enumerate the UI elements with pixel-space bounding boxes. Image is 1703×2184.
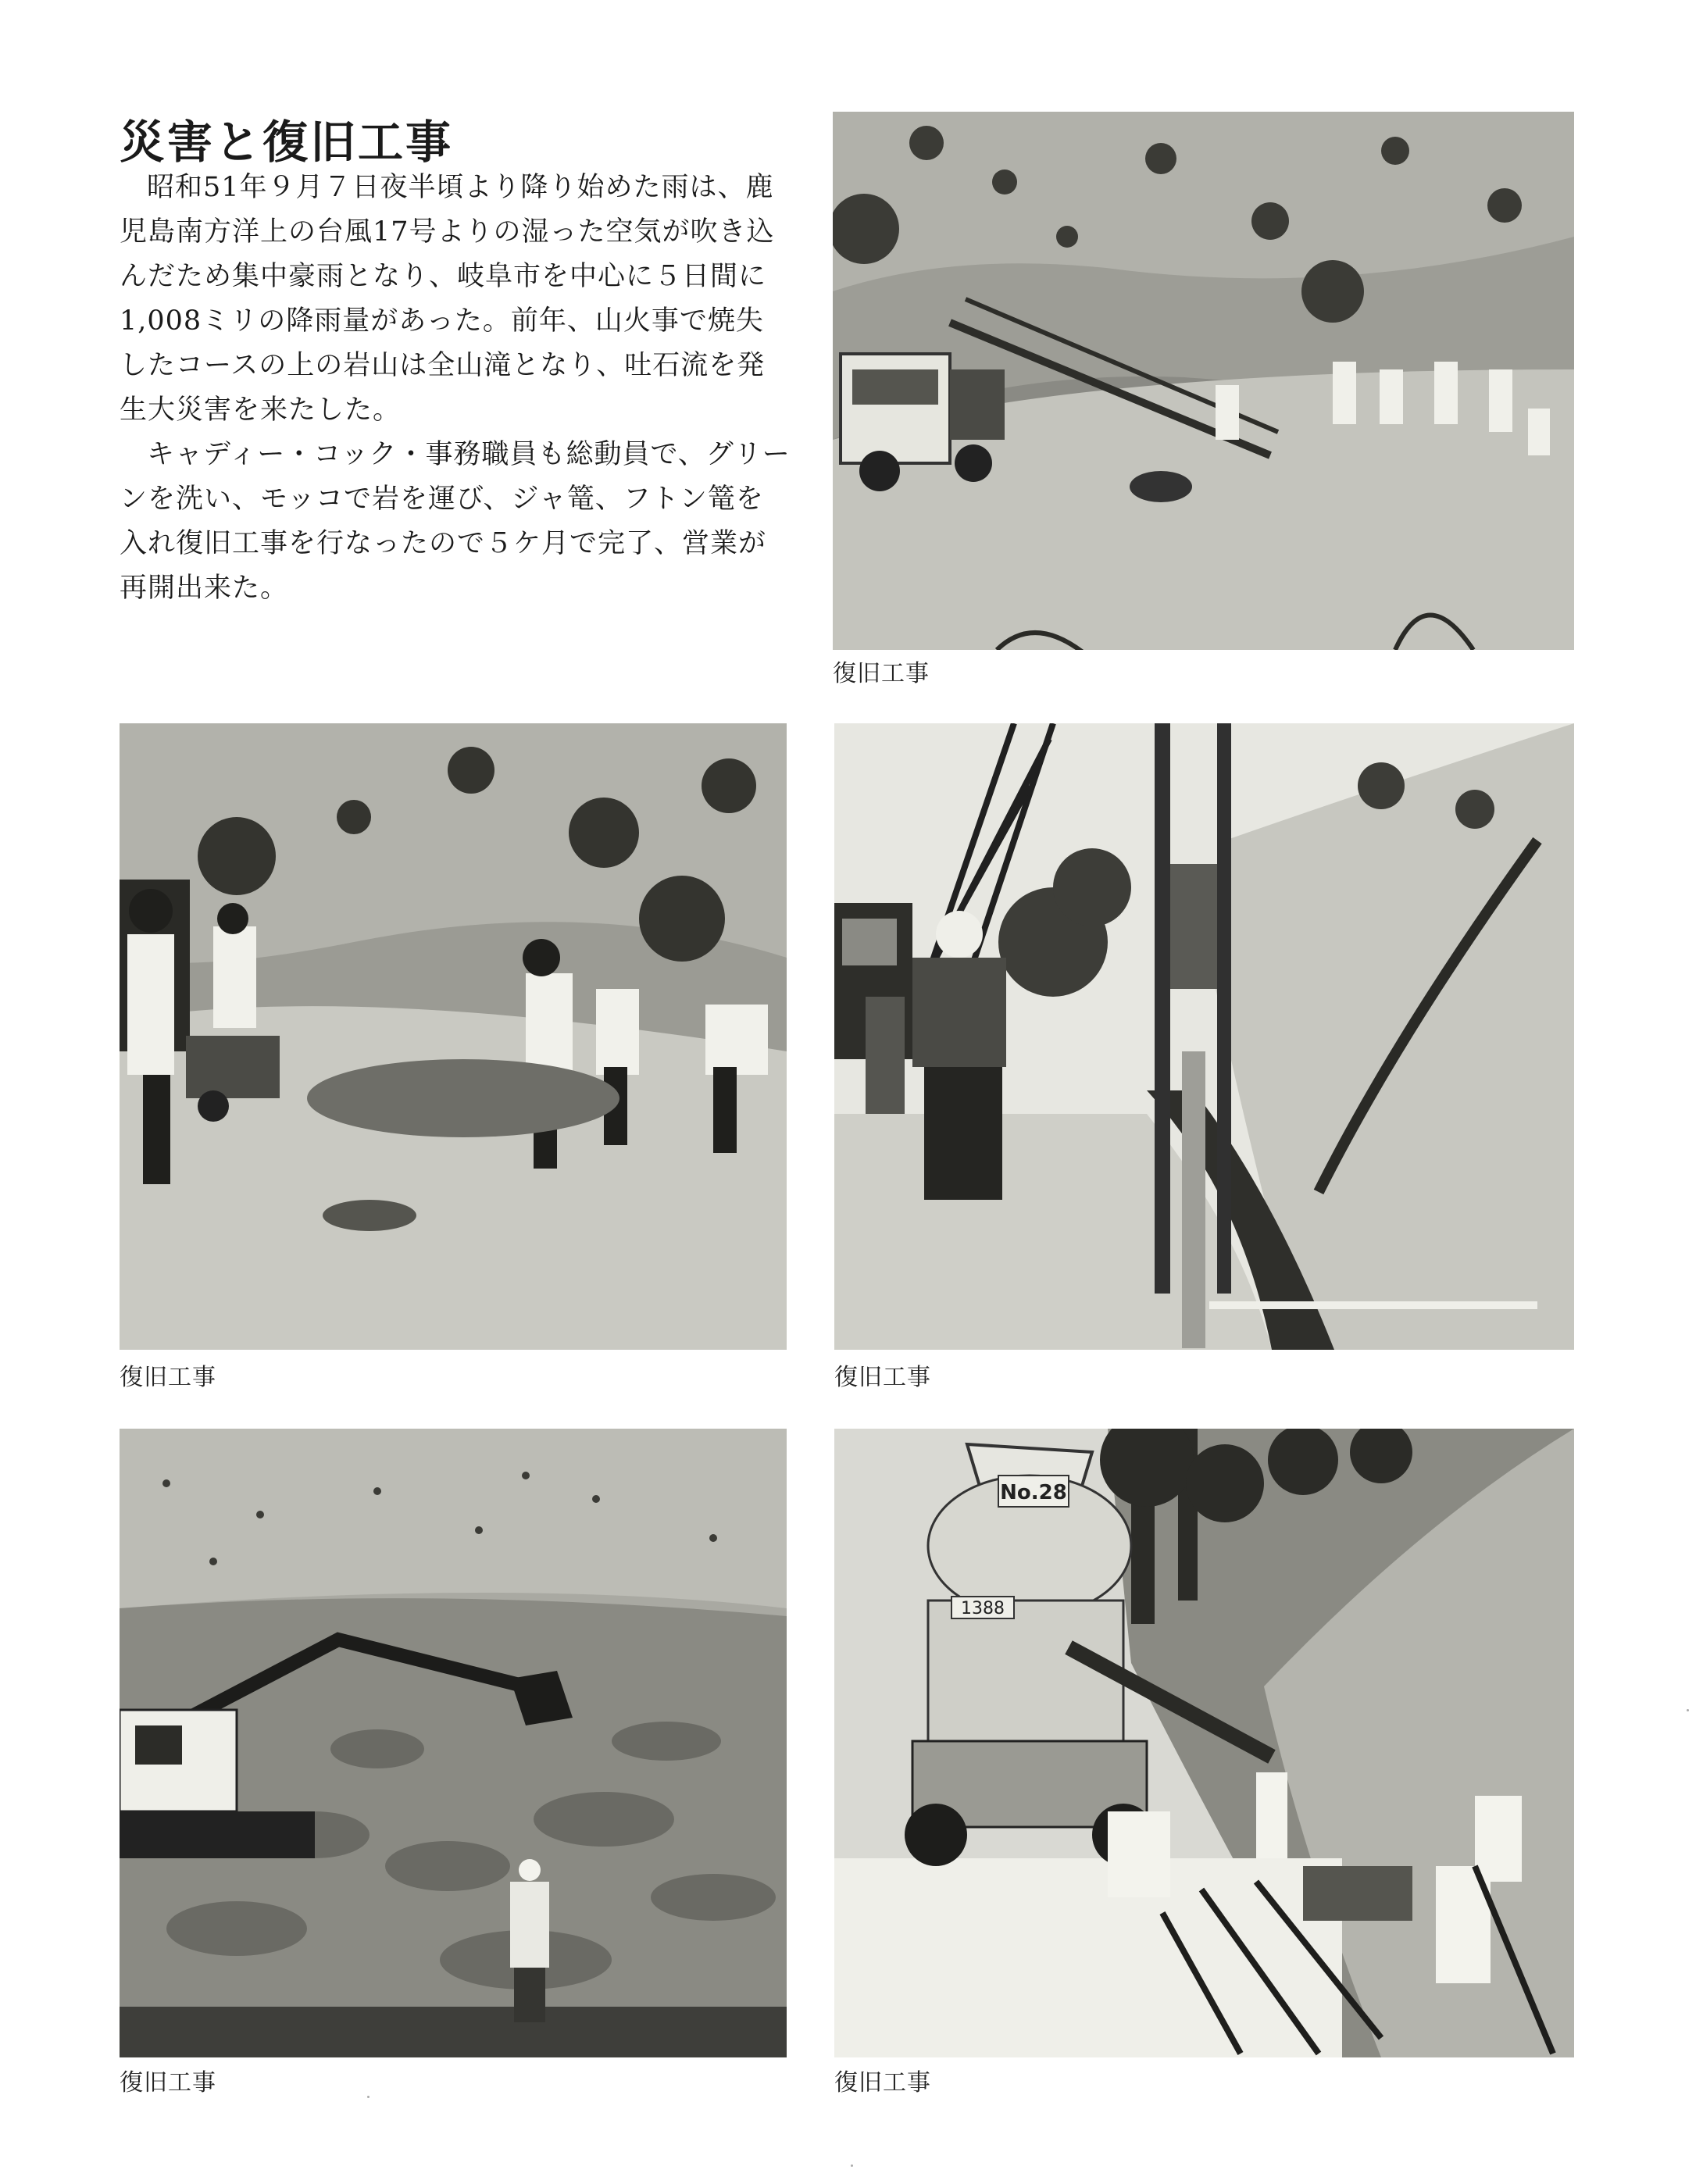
photo-caption: 復旧工事 [834, 2069, 931, 2097]
photo-caption: 復旧工事 [834, 1364, 931, 1391]
scan-speck [851, 2164, 853, 2167]
truck-number-label: 1388 [961, 1599, 1005, 1618]
photo-caption: 復旧工事 [833, 660, 930, 687]
scan-speck [367, 2096, 370, 2098]
photo-excavator [120, 1429, 787, 2057]
photo-caption: 復旧工事 [120, 1364, 216, 1391]
photo-workers-digging [120, 723, 787, 1350]
scan-speck [1687, 1709, 1689, 1711]
article-paragraph: キャディー・コック・事務職員も総動員で、グリーンを洗い、モッコで岩を運び、ジャ篭、フトン篭を入れ復旧工事を行なったので５ケ月で完了、営業が再開出来た。 [120, 439, 791, 604]
photo-caption: 復旧工事 [120, 2069, 216, 2097]
photo-crane-trench [834, 723, 1574, 1350]
article-paragraph: 昭和51年９月７日夜半頃より降り始めた雨は、鹿児島南方洋上の台風17号よりの湿った空気が吹き込んだため集中豪雨となり、岐阜市を中心に５日間に1,008ミリの降雨量があった。前年、山火事で焼失したコースの上の岩山は全山滝となり、吐石流を発生大災害を来たした。 [120, 172, 775, 426]
photo-truck-conveyor [833, 112, 1574, 650]
article-title: 災害と復旧工事 [120, 116, 454, 169]
article-body [120, 166, 791, 611]
truck-plate-label: No.28 [1000, 1481, 1067, 1504]
photo-cement-mixer [834, 1429, 1574, 2057]
